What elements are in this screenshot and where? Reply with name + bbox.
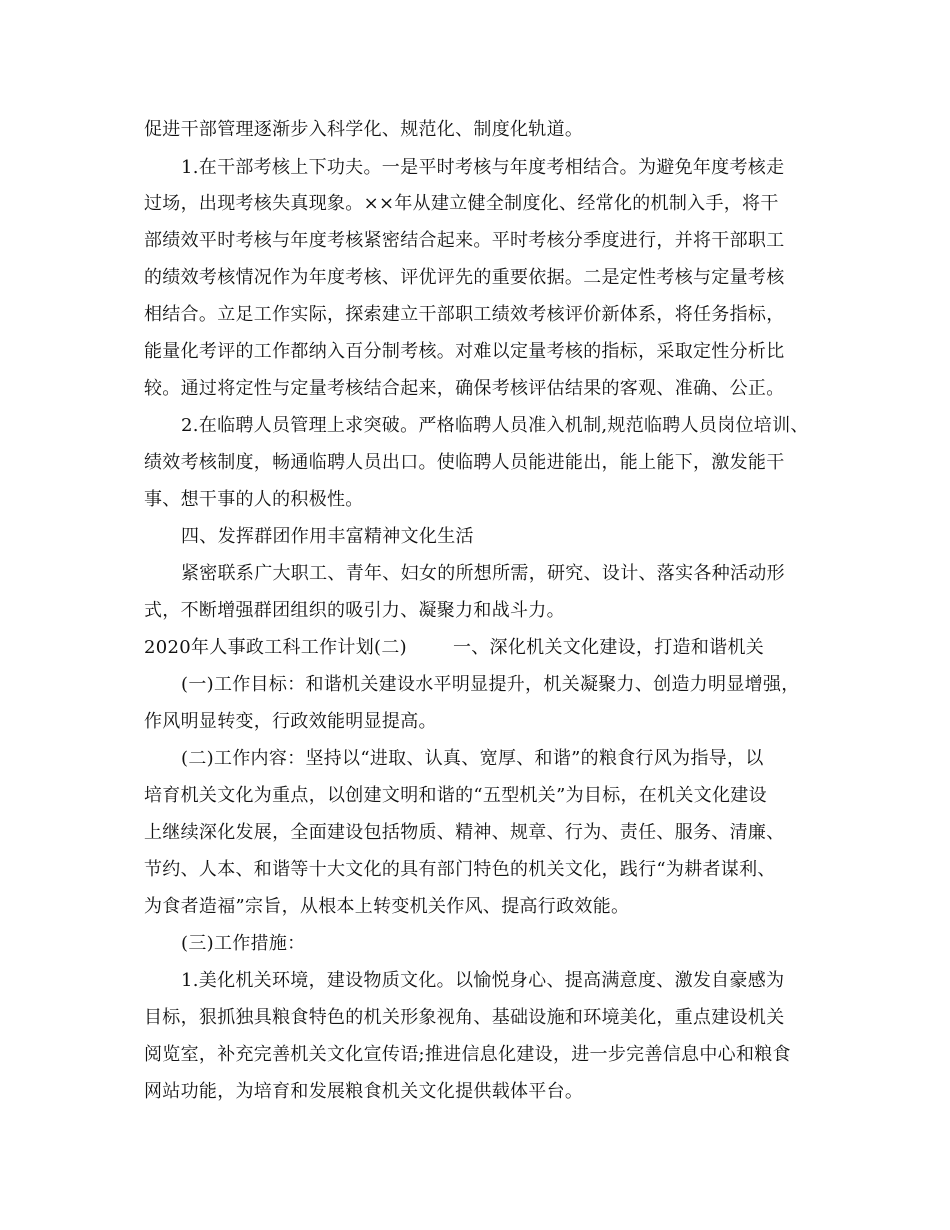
- text-line: 作风明显转变，行政效能明显提高。: [144, 711, 437, 732]
- text-line: 绩效考核制度，畅通临聘人员出口。使临聘人员能进能出，能上能下，激发能干: [144, 452, 785, 473]
- text-line: 促进干部管理逐渐步入科学化、规范化、制度化轨道。: [144, 119, 584, 140]
- text-line: 网站功能，为培育和发展粮食机关文化提供载体平台。: [144, 1081, 584, 1102]
- text-line: 节约、人本、和谐等十大文化的具有部门特色的机关文化，践行“为耕者谋利、: [144, 859, 776, 880]
- text-line: 1.美化机关环境，建设物质文化。以愉悦身心、提高满意度、激发自豪感为: [181, 970, 785, 991]
- text-line: 培育机关文化为重点，以创建文明和谐的“五型机关”为目标，在机关文化建设: [144, 785, 767, 806]
- text-line: 过场，出现考核失真现象。××年从建立健全制度化、经常化的机制入手，将干: [144, 193, 779, 214]
- text-line: 事、想干事的人的积极性。: [144, 489, 364, 510]
- text-line: 目标，狠抓独具粮食特色的机关形象视角、基础设施和环境美化，重点建设机关: [144, 1007, 785, 1028]
- text-line: 较。通过将定性与定量考核结合起来，确保考核评估结果的客观、准确、公正。: [144, 378, 785, 399]
- text-line: (三)工作措施：: [181, 933, 306, 954]
- text-line: 1.在干部考核上下功夫。一是平时考核与年度考相结合。为避免年度考核走: [181, 157, 785, 178]
- text-line: 能量化考评的工作都纳入百分制考核。对难以定量考核的指标，采取定性分析比: [144, 341, 785, 362]
- text-line: 上继续深化发展，全面建设包括物质、精神、规章、行为、责任、服务、清廉、: [144, 822, 785, 843]
- text-line: 相结合。立足工作实际，探索建立干部职工绩效考核评价新体系，将任务指标，: [144, 304, 785, 325]
- text-line: (二)工作内容：坚持以“进取、认真、宽厚、和谐”的粮食行风为指导，以: [181, 748, 764, 769]
- text-line: 为食者造福”宗旨，从根本上转变机关作风、提高行政效能。: [144, 896, 630, 917]
- text-line: 部绩效平时考核与年度考核紧密结合起来。平时考核分季度进行，并将干部职工: [144, 230, 785, 251]
- text-line: 式，不断增强群团组织的吸引力、凝聚力和战斗力。: [144, 600, 565, 621]
- document-title: 2020年人事政工科工作计划(二): [144, 637, 407, 658]
- text-line: 紧密联系广大职工、青年、妇女的所想所需，研究、设计、落实各种活动形: [181, 563, 785, 584]
- text-line: 2.在临聘人员管理上求突破。严格临聘人员准入机制,规范临聘人员岗位培训、: [181, 415, 809, 436]
- text-line: (一)工作目标：和谐机关建设水平明显提升，机关凝聚力、创造力明显增强，: [181, 674, 800, 695]
- text-line: 的绩效考核情况作为年度考核、评优评先的重要依据。二是定性考核与定量考核: [144, 267, 785, 288]
- section-heading: 一、深化机关文化建设，打造和谐机关: [452, 637, 765, 658]
- text-line: 阅览室，补充完善机关文化宣传语;推进信息化建设，进一步完善信息中心和粮食: [144, 1044, 791, 1065]
- section-heading: 四、发挥群团作用丰富精神文化生活: [181, 526, 474, 547]
- document-heading-line: [144, 636, 764, 660]
